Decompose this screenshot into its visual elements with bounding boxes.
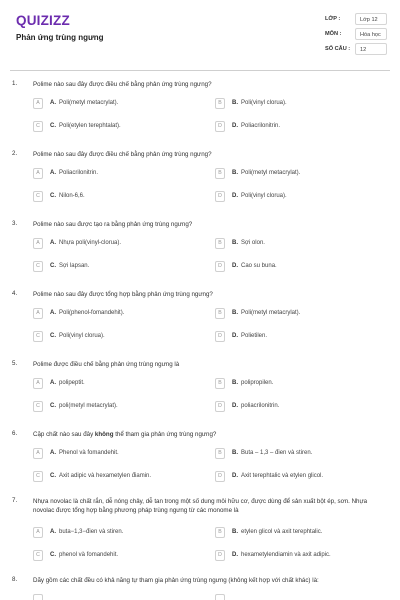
option-box[interactable]: A: [33, 98, 43, 109]
option-letter: A.: [50, 309, 56, 316]
option-box[interactable]: A: [33, 238, 43, 249]
option-box[interactable]: C: [33, 191, 43, 202]
worksheet-title: Phản ứng trùng ngưng: [16, 33, 104, 42]
option-text: Poli(phenol-fomandehit).: [59, 309, 125, 316]
option-letter: B.: [232, 309, 238, 316]
question-text: Nhựa novolac là chất rắn, dễ nóng chảy, dễ tan trong một số dung môi hữu cơ, được dùng để sản xuất bột ép, sơn. Nhựa novolac được tổng hợp bằng phương pháp trùng ngưng từ các monome là: [33, 498, 368, 514]
question-text: Polime nào sau được tạo ra bằng phản ứng trùng ngưng?: [33, 221, 193, 228]
option-text: Poli(etylen terephtalat).: [59, 122, 121, 129]
option-text: Axit adipic và hexametylen điamin.: [59, 472, 152, 479]
option-text: Nhựa poli(vinyl-clorua).: [59, 239, 122, 246]
meta-row-subject: [325, 28, 387, 43]
option-text: polipeptit.: [59, 379, 85, 386]
option-text: Axit terephtalic và etylen glicol.: [241, 472, 324, 479]
option-text: poli(metyl metacrylat).: [59, 402, 118, 409]
option-box[interactable]: D: [215, 401, 225, 412]
option-text: etylen glicol và axit terephtalic.: [241, 528, 323, 535]
option-letter: B.: [232, 528, 238, 535]
option-text: phenol và fomandehit.: [59, 551, 119, 558]
option-letter: D.: [232, 472, 238, 479]
option-text: Cao su buna.: [241, 262, 277, 269]
option-letter: C.: [50, 262, 56, 269]
option-text: Sợi lapsan.: [59, 262, 90, 269]
option-box[interactable]: D: [215, 121, 225, 132]
option-box[interactable]: A: [33, 378, 43, 389]
option-box[interactable]: A: [33, 527, 43, 538]
option-letter: A.: [50, 99, 56, 106]
option-box[interactable]: A: [33, 308, 43, 319]
option-letter: B.: [232, 449, 238, 456]
question-text: Polime nào sau đây được điều chế bằng phản ứng trùng ngưng?: [33, 81, 212, 88]
option-letter: C.: [50, 472, 56, 479]
question-count-field[interactable]: 12: [355, 43, 387, 55]
question-text-pre: Cặp chất nào sau đây: [33, 431, 95, 438]
option-box[interactable]: [33, 594, 43, 600]
question-number: 1.: [12, 80, 18, 87]
option-letter: B.: [232, 239, 238, 246]
question-count-label: SỐ CÂU :: [325, 46, 351, 52]
option-text: Poli(metyl metacrylat).: [241, 309, 301, 316]
option-text: Poli(metyl metacrylat).: [59, 99, 119, 106]
worksheet-header: [0, 0, 400, 68]
option-text: Phenol và fomandehit.: [59, 449, 119, 456]
question-number: 4.: [12, 290, 18, 297]
question-text: Polime nào sau đây được tổng hợp bằng phản ứng trùng ngưng?: [33, 291, 213, 298]
option-text: hexametylendiamin và axit adipic.: [241, 551, 331, 558]
grade-field[interactable]: Lớp 12: [355, 13, 387, 25]
subject-field[interactable]: Hóa học: [355, 28, 387, 40]
question-text: Polime nào sau đây được điều chế bằng phản ứng trùng ngưng?: [33, 151, 212, 158]
meta-row-grade: [325, 13, 387, 28]
option-text: poliacrilonitrin.: [241, 402, 280, 409]
header-divider: [10, 70, 390, 71]
option-text: buta−1,3−đien và stiren.: [59, 528, 124, 535]
option-box[interactable]: D: [215, 191, 225, 202]
option-letter: D.: [232, 402, 238, 409]
option-box[interactable]: B: [215, 98, 225, 109]
option-box[interactable]: B: [215, 378, 225, 389]
option-text: Poli(vinyl clorua).: [59, 332, 105, 339]
option-text: Poli(vinyl clorua).: [241, 99, 287, 106]
option-text: Nilon-6,6.: [59, 192, 85, 199]
grade-label: LỚP :: [325, 16, 341, 22]
option-text: Poli(vinyl clorua).: [241, 192, 287, 199]
option-box[interactable]: A: [33, 168, 43, 179]
option-text: Poliacrilonitrin.: [59, 169, 99, 176]
meta-panel: [325, 13, 387, 58]
meta-row-count: [325, 43, 387, 58]
option-letter: A.: [50, 449, 56, 456]
option-letter: A.: [50, 239, 56, 246]
option-letter: D.: [232, 122, 238, 129]
option-box[interactable]: C: [33, 261, 43, 272]
option-box[interactable]: D: [215, 550, 225, 561]
question-text: Dãy gồm các chất đều có khả năng tự tham gia phản ứng trùng ngưng (không kết hợp với chất khác) là:: [33, 577, 319, 584]
option-letter: D.: [232, 192, 238, 199]
question-text: [33, 430, 388, 439]
question-text-emphasis: không: [94, 431, 114, 438]
option-box[interactable]: C: [33, 550, 43, 561]
option-text: Poliacrilonitrin.: [241, 122, 281, 129]
option-box[interactable]: A: [33, 448, 43, 459]
option-box[interactable]: B: [215, 168, 225, 179]
option-text: Poli(metyl metacrylat).: [241, 169, 301, 176]
option-box[interactable]: D: [215, 471, 225, 482]
question-text: Polime được điều chế bằng phản ứng trùng ngưng là: [33, 361, 180, 368]
option-text: Buta – 1,3 – đien và stiren.: [241, 449, 313, 456]
option-letter: B.: [232, 99, 238, 106]
question-number: 8.: [12, 576, 18, 583]
option-box[interactable]: C: [33, 471, 43, 482]
option-letter: A.: [50, 379, 56, 386]
option-letter: C.: [50, 192, 56, 199]
option-box[interactable]: B: [215, 238, 225, 249]
question-text-post: thể tham gia phản ứng trùng ngưng?: [113, 431, 217, 438]
option-letter: D.: [232, 262, 238, 269]
option-box[interactable]: C: [33, 121, 43, 132]
subject-label: MÔN :: [325, 31, 342, 37]
question-number: 5.: [12, 360, 18, 367]
option-letter: B.: [232, 169, 238, 176]
option-letter: A.: [50, 528, 56, 535]
option-letter: B.: [232, 379, 238, 386]
option-letter: C.: [50, 122, 56, 129]
option-box[interactable]: D: [215, 261, 225, 272]
question-number: 3.: [12, 220, 18, 227]
option-letter: C.: [50, 332, 56, 339]
option-box[interactable]: B: [215, 448, 225, 459]
option-letter: D.: [232, 551, 238, 558]
option-letter: C.: [50, 551, 56, 558]
option-box[interactable]: B: [215, 308, 225, 319]
question-number: 6.: [12, 430, 18, 437]
option-box[interactable]: [215, 594, 225, 600]
option-text: Polietilen.: [241, 332, 268, 339]
option-letter: C.: [50, 402, 56, 409]
question-number: 7.: [12, 497, 18, 504]
option-letter: A.: [50, 169, 56, 176]
option-text: Sợi olon.: [241, 239, 265, 246]
question-number: 2.: [12, 150, 18, 157]
option-letter: D.: [232, 332, 238, 339]
option-text: polipropilen.: [241, 379, 274, 386]
option-box[interactable]: C: [33, 331, 43, 342]
option-box[interactable]: B: [215, 527, 225, 538]
option-box[interactable]: C: [33, 401, 43, 412]
quizizz-logo: QUIZIZZ: [16, 13, 70, 28]
option-box[interactable]: D: [215, 331, 225, 342]
